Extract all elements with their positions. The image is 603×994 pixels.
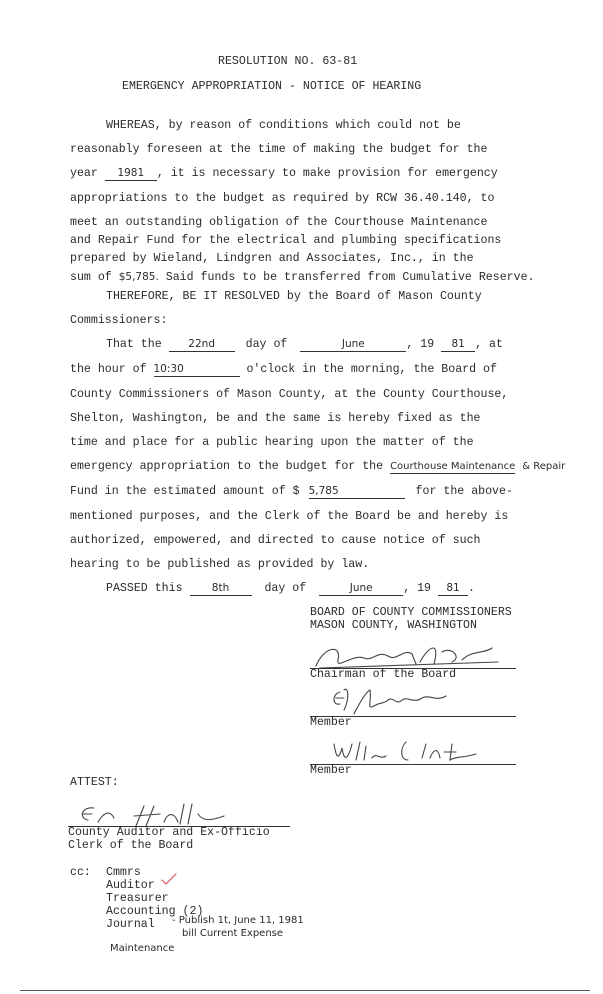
hearing-fund-rest: & Repair [522,461,566,472]
passed-label: PASSED this [106,582,183,595]
board-heading-1: BOARD OF COUNTY COMMISSIONERS [310,606,512,619]
hearing-line-8: mentioned purposes, and the Clerk of the Board be and hereby is [70,510,509,523]
whereas-line-8-rest: Said funds to be transferred from Cumulative Reserve. [165,271,535,284]
checkmark-icon [160,872,180,886]
whereas-sum-label: sum of [70,271,112,284]
hearing-hour-value: 10:30 [154,363,240,377]
whereas-line-7: prepared by Wieland, Lindgren and Associates, Inc., in the [70,252,474,265]
whereas-line-4: appropriations to the budget as required by RCW 36.40.140, to [70,192,495,205]
passed-year-value: 81 [438,582,468,596]
member-2-label: Member [310,764,352,777]
attest-label: ATTEST: [70,776,119,789]
cc-item-treasurer: Treasurer [106,892,169,905]
member-1-label: Member [310,716,352,729]
whereas-line-2: reasonably foreseen at the time of making the budget for the [70,143,488,156]
page-bottom-edge [20,990,590,991]
cc-item-commissioners: Cmmrs [106,866,141,879]
whereas-line-3 [70,167,498,181]
whereas-line-3-rest: , it is necessary to make provision for emergency [156,167,498,180]
hearing-line-6-text: emergency appropriation to the budget for the [70,460,384,473]
therefore-line-1: THEREFORE, BE IT RESOLVED by the Board of Mason County [106,290,482,303]
hearing-19-label: , 19 [406,338,435,351]
hearing-line-7-rest: for the above- [415,485,513,498]
hearing-line-7 [70,485,513,499]
whereas-year-value: 1981 [105,167,157,181]
hearing-year-value: 81 [441,338,475,352]
hearing-line-3: County Commissioners of Mason County, at the County Courthouse, [70,388,509,401]
hearing-day-value: 22nd [169,338,235,352]
cc-item-auditor: Auditor [106,879,155,892]
whereas-line-1: WHEREAS, by reason of conditions which could not be [106,119,461,132]
therefore-line-2: Commissioners: [70,314,168,327]
cc-label: cc: [70,866,91,879]
hearing-at-label: , at [475,338,503,351]
hour-rest: o'clock in the morning, the Board of [246,363,497,376]
whereas-sum-value: $5,785. [118,271,159,283]
passed-19-label: , 19 [403,582,432,595]
notice-subtitle: EMERGENCY APPROPRIATION - NOTICE OF HEARING [122,80,422,93]
hearing-line-5: time and place for a public hearing upon the matter of the [70,436,474,449]
hearing-line-7-text: Fund in the estimated amount of $ [70,485,300,498]
whereas-line-6: and Repair Fund for the electrical and plumbing specifications [70,234,502,247]
hearing-line-1 [106,338,503,352]
hour-label: the hour of [70,363,147,376]
whereas-line-5: meet an outstanding obligation of the Courthouse Maintenance [70,216,488,229]
hearing-amount-value: 5,785 [309,485,405,499]
that-the-label: That the [106,338,162,351]
member-1-signature [330,684,460,718]
whereas-line-8 [70,270,535,285]
passed-month-value: June [319,582,403,596]
hearing-line-2 [70,363,497,377]
chairman-label: Chairman of the Board [310,668,457,681]
passed-end: . [468,582,475,595]
board-heading-2: MASON COUNTY, WASHINGTON [310,619,477,632]
cc-journal-note-1: - Publish 1t, June 11, 1981 [172,915,304,926]
hearing-month-value: June [300,338,406,352]
passed-day-value: 8th [190,582,252,596]
cc-journal-note-2: bill Current Expense [182,928,284,939]
cc-maintenance-note: Maintenance [110,943,175,954]
auditor-label-1: County Auditor and Ex-Officio [68,826,270,839]
cc-item-journal: Journal [106,918,155,931]
hearing-day-of-label: day of [245,338,288,351]
hearing-fund-value: Courthouse Maintenance [390,461,516,472]
hearing-line-4: Shelton, Washington, be and the same is hereby fixed as the [70,412,481,425]
resolution-title: RESOLUTION NO. 63-81 [218,55,358,68]
hearing-line-9: authorized, empowered, and directed to cause notice of such [70,534,481,547]
cc-item-accounting: Accounting (2) [106,905,204,918]
hearing-line-6 [70,460,565,474]
passed-day-of-label: day of [264,582,307,595]
whereas-year-label: year [70,167,98,180]
hearing-line-10: hearing to be published as provided by law. [70,558,370,571]
auditor-label-2: Clerk of the Board [68,839,194,852]
passed-line [106,582,475,596]
member-2-signature [330,738,490,766]
